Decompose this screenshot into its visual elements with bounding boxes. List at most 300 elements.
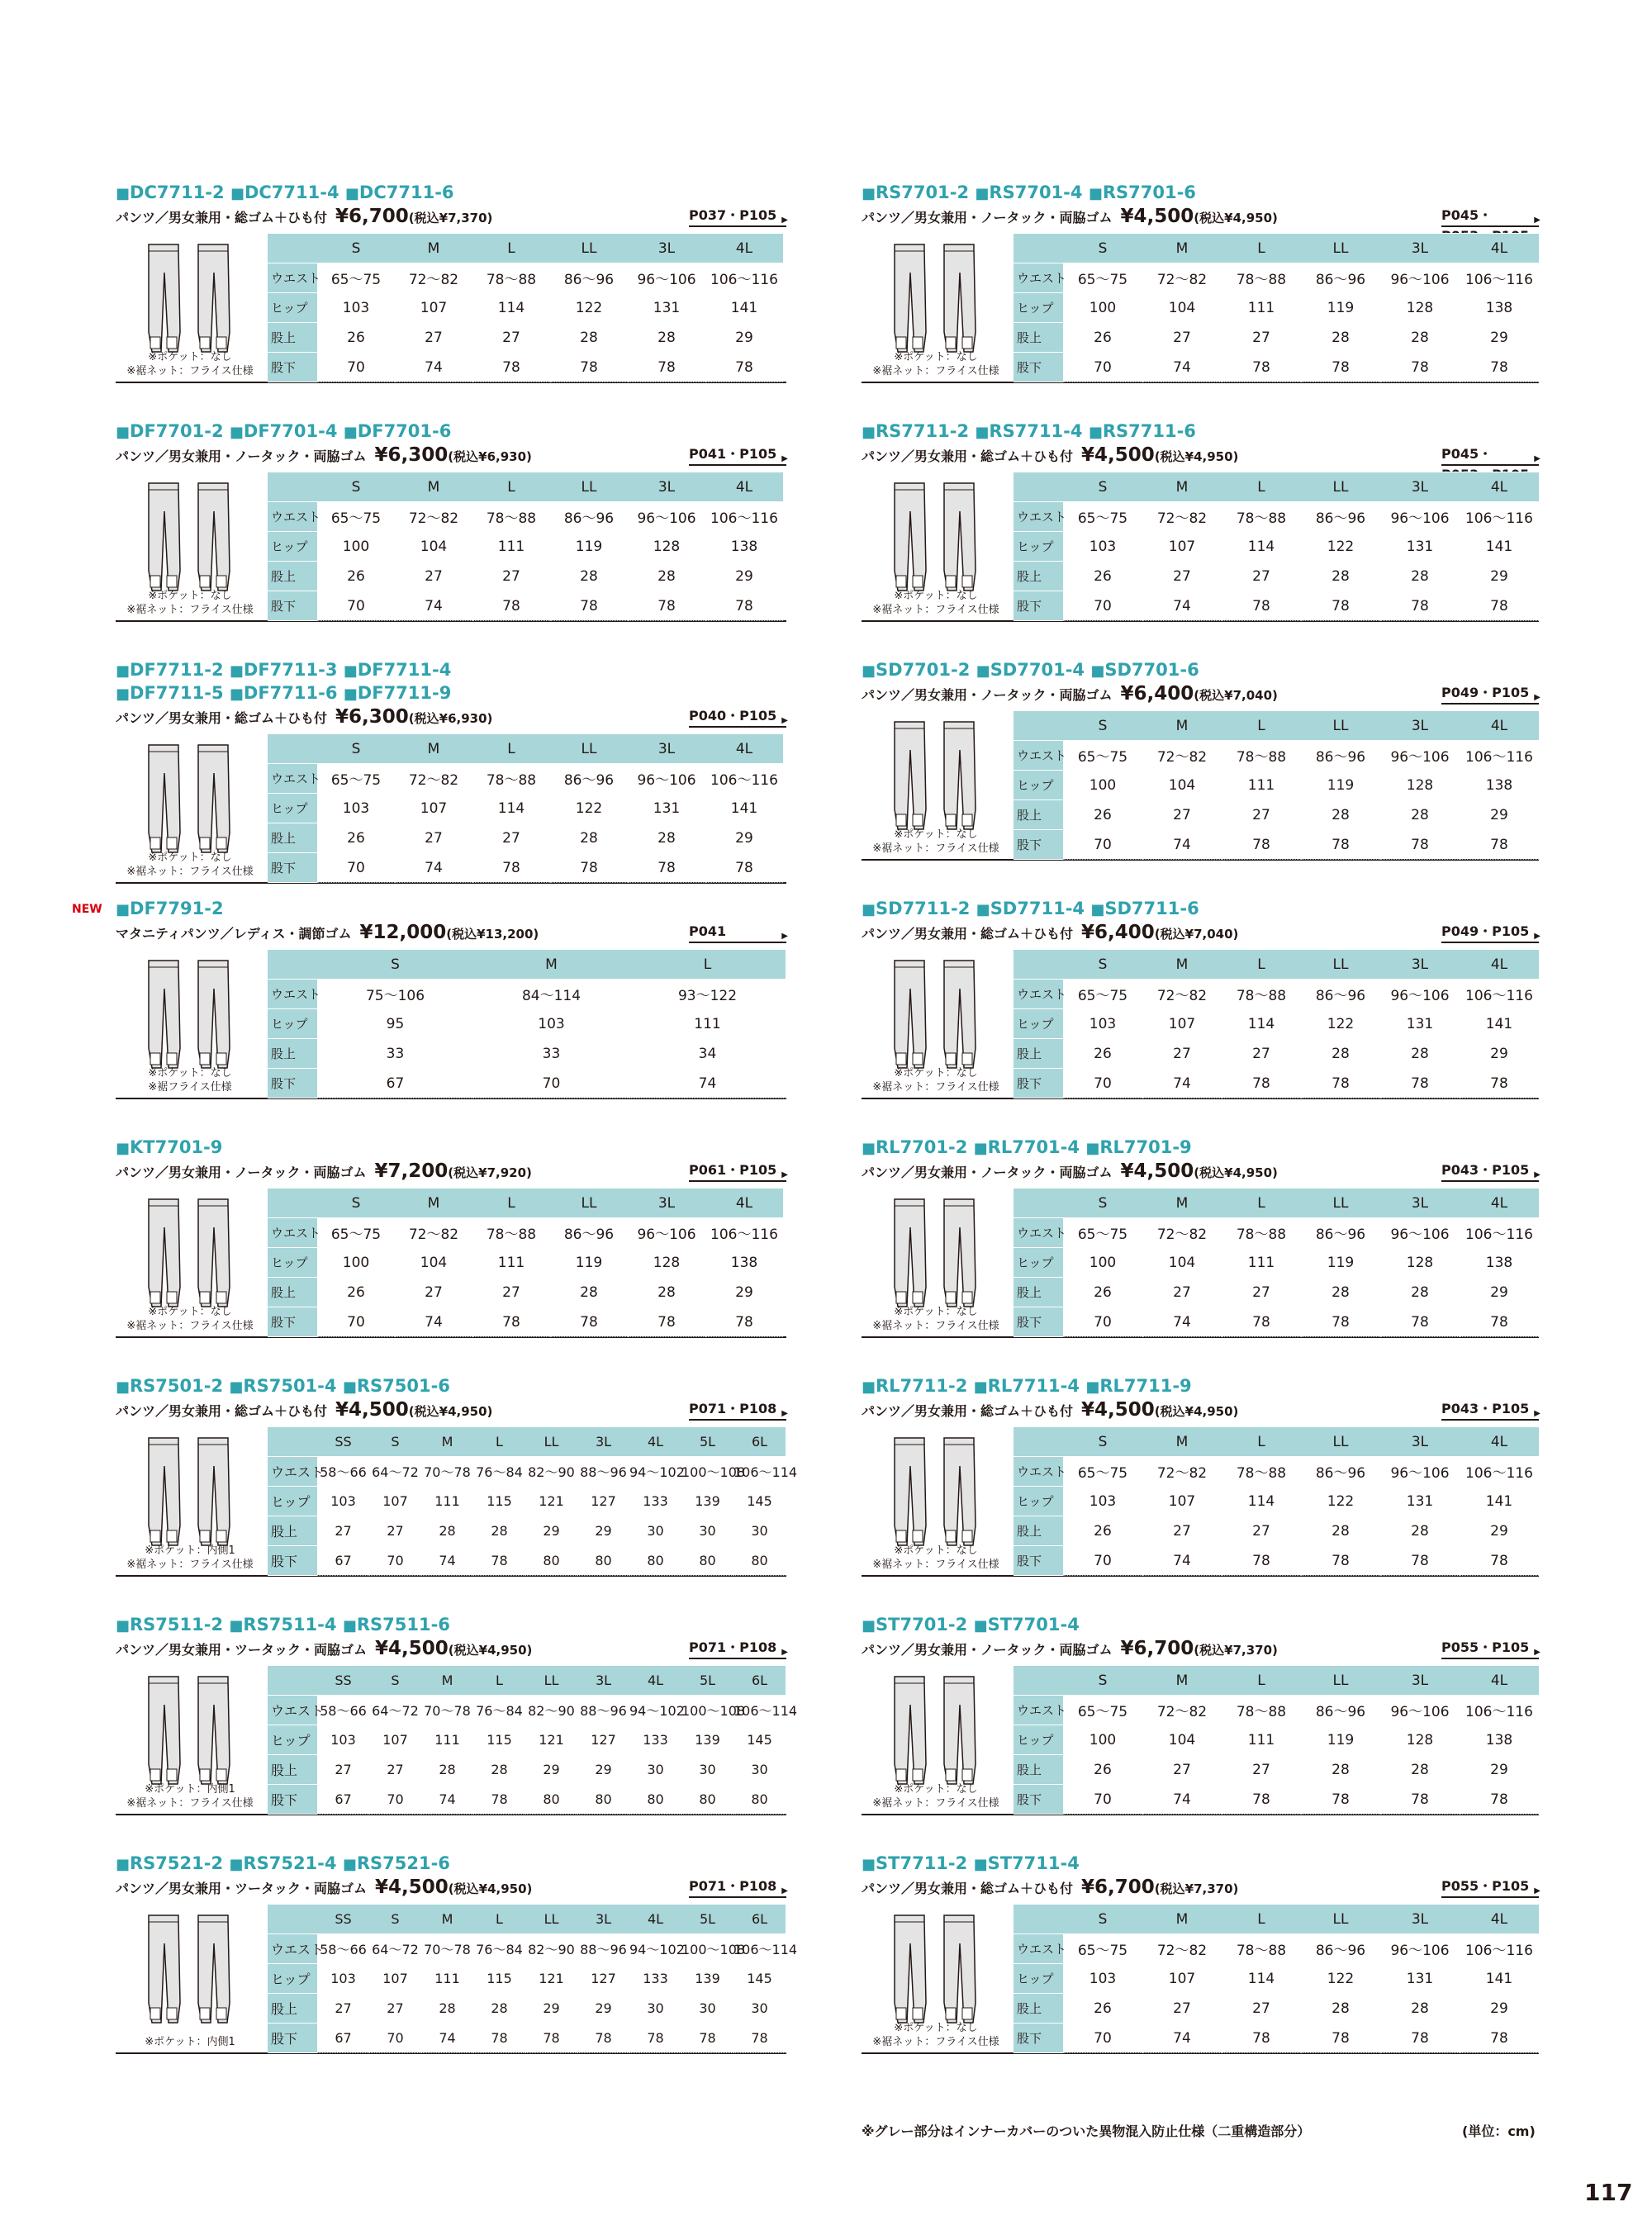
measurement-cell: 86～96 [550,764,628,794]
product-description [116,1160,532,1184]
row-label: 股下 [268,1307,317,1337]
measurement-cell: 30 [629,1755,681,1785]
product-description [116,1876,532,1900]
product-code: RL7701-4 [987,1137,1080,1157]
page-reference [689,1160,786,1182]
size-header-cell: L [473,1905,525,1934]
pants-illustration [885,1910,992,2026]
table-row [268,1755,786,1785]
size-header-cell: LL [1301,472,1380,502]
measurement-cell: 119 [550,532,628,562]
measurement-cell: 86～96 [1301,1934,1380,1964]
pants-illustration [885,1433,992,1549]
description-text: パンツ／男女兼用・総ゴム＋ひも付 [862,926,1074,942]
square-icon: ■ [862,662,876,680]
product-code: RL7711-4 [987,1376,1080,1396]
measurement-cell: 106～116 [705,1218,783,1248]
measurement-cell: 107 [1142,1487,1222,1516]
size-header-cell: L [1222,711,1301,741]
measurement-cell: 72～82 [395,1218,472,1248]
size-header-cell: 4L [1460,1905,1539,1934]
row-label: 股下 [1014,1785,1063,1815]
measurement-cell: 114 [1222,1009,1301,1039]
measurement-cell: 28 [628,1278,705,1307]
table-row [1014,830,1539,860]
product-block [116,1853,798,2091]
measurement-cell: 28 [473,1755,525,1785]
size-header-cell: 4L [1460,711,1539,741]
page-reference [1441,1398,1539,1421]
size-header-cell: SS [317,1905,369,1934]
size-header-row [268,1905,786,1934]
product-code: SD7711-6 [1104,899,1199,918]
measurement-cell: 78～88 [1222,980,1301,1009]
product-code: RS7701-6 [1102,183,1196,202]
row-label: ウエスト [268,764,317,794]
table-row [268,1546,786,1576]
measurement-cell: 103 [1063,532,1142,562]
row-label: 股下 [268,1546,317,1576]
tax-included-price: (税込¥7,370) [1154,1881,1239,1896]
table-row [268,794,783,823]
table-corner [268,1666,317,1696]
row-label: 股上 [268,1039,317,1069]
size-table [1014,710,1539,860]
measurement-cell: 27 [1222,1994,1301,2024]
size-header-cell: M [421,1427,473,1457]
size-header-cell: 3L [577,1427,629,1457]
measurement-cell: 78 [1380,2024,1460,2053]
measurement-cell: 70～78 [421,1934,473,1964]
square-icon: ■ [116,424,131,441]
measurement-cell: 78 [1460,591,1539,621]
measurement-cell: 80 [525,1546,577,1576]
table-row [268,353,783,382]
square-icon: ■ [116,686,131,703]
measurement-cell: 65～75 [1063,1934,1142,1964]
size-header-cell: 3L [628,234,705,263]
measurement-cell: 128 [1380,1725,1460,1755]
measurement-cell: 111 [421,1725,473,1755]
size-header-cell: S [317,234,395,263]
table-row [268,853,783,883]
measurement-cell: 80 [733,1785,786,1815]
measurement-cell: 27 [395,823,472,853]
size-table [268,1904,798,2053]
tax-included-price: (税込¥7,370) [408,211,493,225]
product-description [862,444,1238,468]
tax-included-price: (税込¥4,950) [408,1404,493,1419]
measurement-cell: 78 [1380,1307,1460,1337]
measurement-cell: 70 [1063,1069,1142,1098]
pants-illustration [885,240,992,355]
size-chart-area [862,472,1539,622]
measurement-cell: 111 [472,532,550,562]
size-table [1014,472,1539,621]
table-row [268,1696,786,1725]
measurement-cell: 78～88 [1222,502,1301,532]
measurement-cell: 78 [705,853,783,883]
product-codes [862,420,1539,444]
pants-illustration [139,1433,246,1549]
page-reference-text: P037・P105 [689,207,777,223]
table-row [1014,1516,1539,1546]
product-description [116,444,532,468]
measurement-cell: 78 [1301,830,1380,860]
row-label: ヒップ [268,1009,317,1039]
size-header-cell: M [1142,472,1222,502]
measurement-cell: 82～90 [525,1934,577,1964]
measurement-cell: 26 [1063,1516,1142,1546]
table-row [1014,741,1539,771]
new-badge: NEW [72,903,102,916]
measurement-cell: 122 [1301,532,1380,562]
measurement-cell: 26 [1063,1755,1142,1785]
measurement-cell: 74 [421,2024,473,2053]
table-row [1014,1457,1539,1487]
measurement-cell: 27 [1222,562,1301,591]
measurement-cell: 104 [1142,1725,1222,1755]
product-code: DF7701-6 [357,421,452,441]
measurement-cell: 86～96 [1301,980,1380,1009]
measurement-cell: 114 [472,293,550,323]
price: ¥4,500 [375,1877,449,1898]
product-codes [116,659,786,682]
measurement-cell: 27 [1222,1516,1301,1546]
row-label: 股下 [268,1785,317,1815]
measurement-cell: 28 [473,1516,525,1546]
product-codes [116,1614,786,1637]
table-corner [1014,1189,1063,1218]
product-codes [862,1136,1539,1160]
measurement-cell: 74 [1142,1069,1222,1098]
table-row [1014,1009,1539,1039]
product-illustration [116,733,264,882]
measurement-cell: 138 [1460,1248,1539,1278]
measurement-cell: 78 [1301,2024,1380,2053]
measurement-cell: 28 [1301,323,1380,353]
measurement-cell: 78 [628,1307,705,1337]
measurement-cell: 138 [705,1248,783,1278]
arrow-icon: ▶ [781,216,788,225]
row-label: 股下 [1014,353,1063,382]
product-codes [116,898,786,921]
description-text: パンツ／男女兼用・ノータック・両脇ゴム [862,210,1113,225]
tax-included-price: (税込¥7,920) [448,1165,532,1180]
size-header-cell: M [1142,1189,1222,1218]
spec-notes [862,589,1010,617]
product-code: RS7701-4 [989,183,1083,202]
spec-notes [116,1066,264,1094]
measurement-cell: 86～96 [1301,1218,1380,1248]
square-icon: ■ [343,424,358,441]
size-header-cell: S [1063,950,1142,980]
measurement-cell: 65～75 [1063,980,1142,1009]
measurement-cell: 28 [1301,562,1380,591]
measurement-cell: 107 [395,794,472,823]
measurement-cell: 70 [317,853,395,883]
measurement-cell: 111 [1222,293,1301,323]
page-reference-text: P071・P108 [689,1878,777,1894]
measurement-cell: 119 [1301,771,1380,800]
measurement-cell: 96～106 [628,1218,705,1248]
product-illustration [862,949,1010,1098]
row-label: 股下 [268,591,317,621]
product-illustration [862,710,1010,859]
measurement-cell: 27 [1222,1278,1301,1307]
pants-illustration [885,1672,992,1787]
size-header-row [268,234,783,263]
spec-note: ※ポケット：なし [894,590,978,602]
square-icon: ■ [973,1378,988,1396]
page-reference [689,1637,786,1659]
row-label: 股下 [268,853,317,883]
row-label: ウエスト [268,263,317,293]
product-code: RS7711-2 [876,421,970,441]
size-header-cell: S [1063,234,1142,263]
spec-notes [116,1782,264,1810]
arrow-icon: ▶ [1534,1170,1540,1179]
measurement-cell: 28 [1301,1516,1380,1546]
price: ¥6,700 [335,206,409,227]
row-label: 股下 [1014,830,1063,860]
tax-included-price: (税込¥4,950) [448,1643,533,1658]
size-chart-area [116,733,786,884]
measurement-cell: 78 [1222,1546,1301,1576]
measurement-cell: 107 [1142,1964,1222,1994]
product-description [116,705,492,730]
size-header-cell: S [317,472,395,502]
spec-note: ※ポケット：なし [894,1783,978,1796]
measurement-cell: 29 [705,323,783,353]
measurement-cell: 122 [1301,1487,1380,1516]
measurement-cell: 78 [1380,591,1460,621]
measurement-cell: 78 [1222,1307,1301,1337]
product-codes [862,898,1539,921]
table-corner [268,472,317,502]
tax-included-price: (税込¥7,370) [1194,1643,1278,1658]
spec-note: ※ポケット：内側1 [145,1544,235,1557]
measurement-cell: 29 [705,562,783,591]
measurement-cell: 94～102 [629,1696,681,1725]
measurement-cell: 80 [577,1546,629,1576]
spec-notes [862,1544,1010,1572]
spec-note: ※裾ネット：フライス仕様 [126,1797,254,1810]
measurement-cell: 30 [681,1516,733,1546]
size-header-row [1014,1427,1539,1457]
measurement-cell: 29 [705,1278,783,1307]
measurement-cell: 29 [1460,1516,1539,1546]
measurement-cell: 27 [395,1278,472,1307]
measurement-cell: 122 [1301,1964,1380,1994]
measurement-cell: 28 [421,1755,473,1785]
row-label: ウエスト [1014,502,1063,532]
row-label: 股上 [268,1516,317,1546]
product-codes [116,1136,786,1160]
spec-notes [862,350,1010,378]
product-code: SD7701-6 [1104,660,1199,680]
product-illustration [116,472,264,620]
row-label: ウエスト [268,980,317,1009]
measurement-cell: 72～82 [1142,980,1222,1009]
spec-note: ※裾ネット：フライス仕様 [126,604,254,616]
spec-notes [116,350,264,378]
measurement-cell: 104 [1142,771,1222,800]
product-block [862,1136,1539,1375]
measurement-cell: 145 [733,1964,786,1994]
product-block [116,182,786,420]
square-icon: ■ [862,1617,876,1635]
product-codes [862,659,1539,682]
measurement-cell: 27 [369,1994,421,2024]
square-icon: ■ [976,662,990,680]
measurement-cell: 65～75 [1063,1218,1142,1248]
size-header-cell: 3L [628,734,705,764]
measurement-cell: 114 [1222,1487,1301,1516]
size-table [1014,949,1539,1098]
page-reference-text: P041 [689,923,727,939]
measurement-cell: 70 [1063,591,1142,621]
table-row [1014,1934,1539,1964]
measurement-cell: 78 [628,853,705,883]
table-row [268,1218,783,1248]
measurement-cell: 78 [1222,2024,1301,2053]
measurement-cell: 86～96 [1301,502,1380,532]
size-header-cell: M [395,234,472,263]
measurement-cell: 70 [1063,1785,1142,1815]
product-description [116,205,492,230]
row-label: ウエスト [268,1218,317,1248]
table-row [1014,293,1539,323]
product-block [862,1614,1539,1853]
spec-note: ※裾ネット：フライス仕様 [872,1797,999,1810]
table-row [268,764,783,794]
product-code: RS7521-4 [243,1853,337,1873]
measurement-cell: 103 [1063,1009,1142,1039]
price: ¥4,500 [1120,1160,1194,1182]
measurement-cell: 28 [1301,1755,1380,1785]
size-header-cell: M [421,1666,473,1696]
pants-illustration [139,478,246,594]
row-label: 股上 [1014,562,1063,591]
measurement-cell: 74 [1142,1785,1222,1815]
size-table [1014,1904,1539,2053]
row-label: ヒップ [1014,771,1063,800]
arrow-icon: ▶ [1534,1409,1540,1418]
product-code: DF7711-3 [243,660,338,680]
table-row [268,502,783,532]
square-icon: ■ [1085,1378,1100,1396]
table-row [1014,502,1539,532]
measurement-cell: 106～116 [705,263,783,293]
measurement-cell: 30 [733,1994,786,2024]
row-label: ヒップ [1014,1009,1063,1039]
measurement-cell: 103 [473,1009,629,1039]
square-icon: ■ [116,1856,131,1873]
measurement-cell: 78 [1301,1069,1380,1098]
size-table [268,1665,798,1815]
spec-notes [862,1782,1010,1810]
measurement-cell: 26 [317,823,395,853]
arrow-icon: ▶ [781,1170,788,1179]
page-reference [1441,682,1539,705]
measurement-cell: 107 [369,1487,421,1516]
measurement-cell: 100 [1063,293,1142,323]
description-text: パンツ／男女兼用・ノータック・両脇ゴム [862,687,1113,703]
product-block [862,182,1539,420]
spec-note: ※ポケット：なし [148,852,232,864]
size-header-row [1014,1189,1539,1218]
measurement-cell: 27 [1142,1994,1222,2024]
measurement-cell: 29 [525,1516,577,1546]
measurement-cell: 72～82 [1142,502,1222,532]
measurement-cell: 122 [1301,1009,1380,1039]
square-icon: ■ [229,1378,244,1396]
size-header-cell: LL [1301,1427,1380,1457]
measurement-cell: 27 [1142,562,1222,591]
page-reference-text: P055・P105 [1441,1639,1530,1655]
measurement-cell: 94～102 [629,1934,681,1964]
measurement-cell: 82～90 [525,1696,577,1725]
page-reference-text: P049・P105 [1441,923,1530,939]
product-code: ST7701-4 [987,1615,1080,1635]
square-icon: ■ [344,185,359,202]
measurement-cell: 65～75 [1063,1696,1142,1725]
measurement-cell: 111 [421,1964,473,1994]
measurement-cell: 93～122 [629,980,786,1009]
size-table [1014,1665,1539,1815]
measurement-cell: 131 [628,794,705,823]
spec-note: ※ポケット：内側1 [145,1783,235,1796]
table-row [1014,980,1539,1009]
row-label: 股上 [1014,1516,1063,1546]
measurement-cell: 70 [317,591,395,621]
size-chart-area [116,949,786,1099]
product-illustration [116,1904,264,2052]
measurement-cell: 78 [1222,1069,1301,1098]
pants-illustration [885,1194,992,1310]
measurement-cell: 75～106 [317,980,473,1009]
measurement-cell: 27 [317,1755,369,1785]
measurement-cell: 70 [473,1069,629,1098]
measurement-cell: 30 [681,1755,733,1785]
size-header-cell: 3L [1380,1189,1460,1218]
size-header-cell: 6L [733,1905,786,1934]
square-icon: ■ [862,901,876,918]
measurement-cell: 78 [577,2024,629,2053]
product-code: DC7711-6 [358,183,454,202]
table-corner [268,734,317,764]
product-codes [116,420,786,444]
row-label: 股上 [1014,1994,1063,2024]
measurement-cell: 28 [628,562,705,591]
measurement-cell: 80 [629,1785,681,1815]
measurement-cell: 80 [681,1785,733,1815]
row-label: 股上 [268,1994,317,2024]
page-reference [689,444,786,466]
square-icon: ■ [229,424,244,441]
product-code: SD7701-4 [990,660,1085,680]
measurement-cell: 58～66 [317,1696,369,1725]
square-icon: ■ [116,1617,131,1635]
pants-illustration [139,740,246,856]
size-header-cell: 5L [681,1666,733,1696]
measurement-cell: 78 [1460,353,1539,382]
measurement-cell: 28 [550,1278,628,1307]
product-illustration [862,1665,1010,1814]
table-row [268,263,783,293]
spec-note: ※裾ネット：フライス仕様 [872,604,999,616]
